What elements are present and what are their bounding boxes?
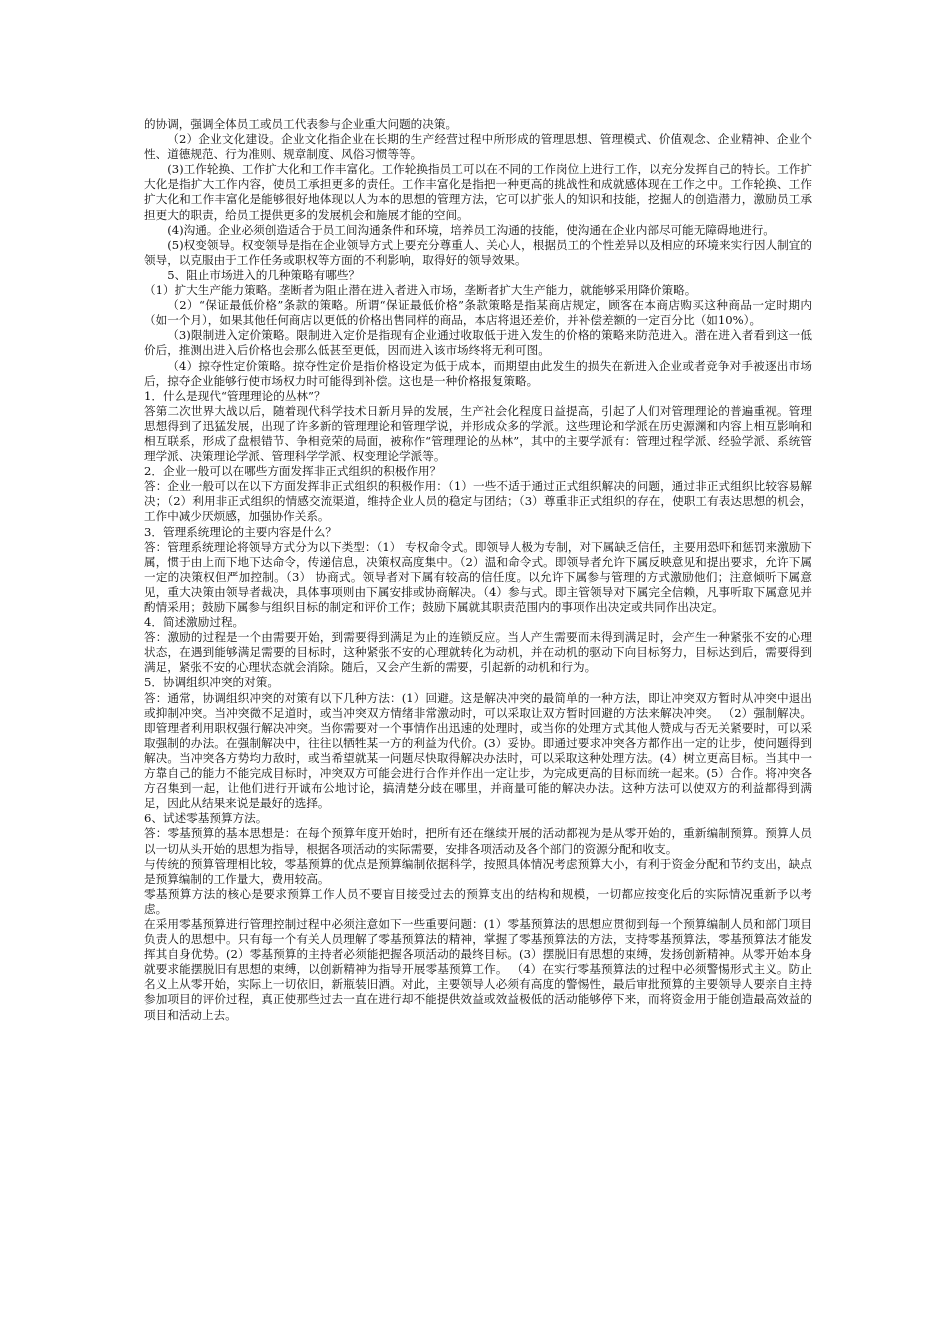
- paragraph-limit-pricing: （3)限制进入定价策略。限制进入定价是指现有企业通过收取低于进入发生的价格的策略来防范进入。潜在进入者看到这一低价后，推测出进入后价格也会那么低甚至更低，因而进入该市场终将无利可图。: [144, 328, 812, 358]
- question-6: 6、试述零基预算方法。: [144, 811, 268, 826]
- answer-2: 答：企业一般可以在以下方面发挥非正式组织的积极作用：（1）一些不适于通过正式组织解决的问题，通过非正式组织比较容易解决；（2）利用非正式组织的情感交流渠道，维持企业人员的稳定与团结；（3）尊重非正式组织的存在，使职工有表达思想的机会，工作中减少厌烦感，加强协作关系。: [144, 479, 812, 524]
- paragraph-employee-participation: 的协调，强调全体员工或员工代表参与企业重大问题的决策。: [144, 117, 458, 131]
- paragraph-communication: (4)沟通。企业必须创造适合于员工间沟通条件和环境，培养员工沟通的技能，使沟通在企业内部尽可能无障碍地进行。: [167, 222, 775, 237]
- answer-6-part-1: 答：零基预算的基本思想是：在每个预算年度开始时，把所有还在继续开展的活动都视为是从零开始的，重新编制预算。预算人员以一切从头开始的思想为指导，根据各项活动的实际需要，安排各项活动及各个部门的资源分配和收支。: [144, 826, 812, 856]
- answer-6-part-2: 与传统的预算管理相比较，零基预算的优点是预算编制依据科学，按照具体情况考虑预算大小，有利于资金分配和节约支出，缺点是预算编制的工作量大，费用较高。: [144, 856, 812, 886]
- question-3: 3．管理系统理论的主要内容是什么？: [144, 524, 337, 539]
- answer-3: 答：管理系统理论将领导方式分为以下类型：（1） 专权命令式。即领导人极为专制，对下属缺乏信任，主要用恐吓和惩罚来激励下属，惯于由上而下地下达命令，传递信息，决策权高度集中。（2）温和命令式。即领导者允许下属反映意见和提出要求，允许下属一定的决策权但严加控制。（3） 协商式。领导者对下属有较高的信任度。以允许下属参与管理的方式激励他们；注意倾听下属意见，重大决策由领导者裁决，具体事项则由下属安排或协商解决。（4）参与式。即主管领导对下属完全信赖，凡事听取下属意见并酌情采用；鼓励下属参与组织目标的制定和评价工作；鼓励下属就其职责范围内的事项作出决定或共同作出决定。: [144, 539, 812, 614]
- paragraph-lowest-price-guarantee: （2）“保证最低价格”条款的策略。所谓“保证最低价格”条款策略是指某商店规定，顾客在本商店购买这种商品一定时期内（如一个月），如果其他任何商店以更低的价格出售同样的商品，本店将退还差价，并补偿差额的一定百分比（如10%）。: [144, 298, 812, 328]
- paragraph-predatory-pricing: （4）掠夺性定价策略。掠夺性定价是指价格设定为低于成本，而期望由此发生的损失在新进入企业或者竞争对手被逐出市场后，掠夺企业能够行使市场权力时可能得到补偿。这也是一种价格报复策略。: [144, 358, 812, 388]
- answer-1: 答第二次世界大战以后，随着现代科学技术日新月异的发展，生产社会化程度日益提高，引起了人们对管理理论的普遍重视。管理思想得到了迅猛发展，出现了许多新的管理理论和管理学说，并形成众多的学派。这些理论和学派在历史源渊和内容上相互影响和相互联系，形成了盘根错节、争相竞荣的局面，被称作“管理理论的丛林”，其中的主要学派有：管理过程学派、经验学派、系统管理学派、决策理论学派、管理科学学派、权变理论学派等。: [144, 403, 812, 464]
- answer-5: 答：通常，协调组织冲突的对策有以下几种方法：(1）回避。这是解决冲突的最简单的一种方法，即让冲突双方暂时从冲突中退出或抑制冲突。当冲突微不足道时，或当冲突双方情绪非常激动时，可以采取让双方暂时回避的方法来解决冲突。 （2）强制解决。即管理者利用职权强行解决冲突。当你需要对一个事情作出迅速的处理时，或当你的处理方式其他人赞成与否无关紧要时，可以采取强制的办法。在强制解决中，往往以牺牲某一方的利益为代价。(3）妥协。即通过要求冲突各方都作出一定的让步，使问题得到解决。当冲突各方势均力敌时，或当希望就某一问题尽快取得解决办法时，可以采取这种处理方法。(4）树立更高目标。当其中一方靠自己的能力不能完成目标时，冲突双方可能会进行合作并作出一定让步，为完成更高的目标而统一起来。(5）合作。将冲突各方召集到一起，让他们进行开诚布公地讨论，搞清楚分歧在哪里，并商量可能的解决办法。这种方法可以使双方的利益都得到满足，因此从结果来说是最好的选择。: [144, 690, 812, 811]
- paragraph-corporate-culture: （2）企业文化建设。企业文化指企业在长期的生产经营过程中所形成的管理思想、管理模式、价值观念、企业精神、企业个性、道德规范、行为准则、规章制度、风俗习惯等等。: [144, 132, 812, 162]
- paragraph-job-rotation: (3)工作轮换、工作扩大化和工作丰富化。工作轮换指员工可以在不同的工作岗位上进行工作，以充分发挥自己的特长。工作扩大化是指扩大工作内容，使员工承担更多的责任。工作丰富化是指把一种更高的挑战性和成就感体现在工作之中。工作轮换、工作扩大化和工作丰富化是能够很好地体现以人为本的思想的管理方法，它可以扩张人的知识和技能，挖掘人的创造潜力，激励员工承担更大的职责，给员工提供更多的发展机会和施展才能的空间。: [144, 162, 812, 222]
- question-4: 4．简述激励过程。: [144, 615, 245, 630]
- answer-6-part-3: 零基预算方法的核心是要求预算工作人员不要盲目接受过去的预算支出的结构和规模，一切都应按变化后的实际情况重新予以考虑。: [144, 886, 812, 916]
- answer-4: 答：激励的过程是一个由需要开始，到需要得到满足为止的连锁反应。当人产生需要而未得到满足时，会产生一种紧张不安的心理状态，在遇到能够满足需要的目标时，这种紧张不安的心理就转化为动机，并在动机的驱动下向目标努力，目标达到后，需要得到满足，紧张不安的心理状态就会消除。随后，又会产生新的需要，引起新的动机和行为。: [144, 630, 812, 675]
- paragraph-contingency-leadership: (5)权变领导。权变领导是指在企业领导方式上要充分尊重人、关心人，根据员工的个性差异以及相应的环境来实行因人制宜的领导，以克服由于工作任务或职权等方面的不利影响，取得好的领导效果。: [144, 237, 812, 267]
- question-2: 2．企业一般可以在哪些方面发挥非正式组织的积极作用？: [144, 464, 442, 479]
- answer-6-part-4: 在采用零基预算进行管理控制过程中必须注意如下一些重要问题：(1）零基预算法的思想应贯彻到每一个预算编制人员和部门项目负责人的思想中。只有每一个有关人员理解了零基预算法的精神，掌握了零基预算法的方法，支持零基预算法，零基预算法才能发挥其自身优势。(2）零基预算的主持者必须能把握各项活动的最终目标。(3）摆脱旧有思想的束缚，发扬创新精神。从零开始本身就要求能摆脱旧有思想的束缚，以创新精神为指导开展零基预算工作。 （4）在实行零基预算法的过程中必须警惕形式主义。防止名义上从零开始，实际上一切依旧，新瓶装旧酒。对此，主要领导人必须有高度的警惕性，最后审批预算的主要领导人要亲自主持参加项目的评价过程，真正使那些过去一直在进行却不能提供效益或效益极低的活动能够停下来，而将资金用于能创造最高效益的项目和活动上去。: [144, 916, 812, 1022]
- question-entry-deterrence: 5、阻止市场进入的几种策略有哪些？: [167, 267, 361, 282]
- question-5: 5．协调组织冲突的对策。: [144, 675, 279, 690]
- question-1: 1．什么是现代“管理理论的丛林”？: [144, 388, 326, 403]
- paragraph-capacity-strategy: （1）扩大生产能力策略。垄断者为阻止潜在进入者进入市场，垄断者扩大生产能力，就能够采用降价策略。: [144, 283, 697, 298]
